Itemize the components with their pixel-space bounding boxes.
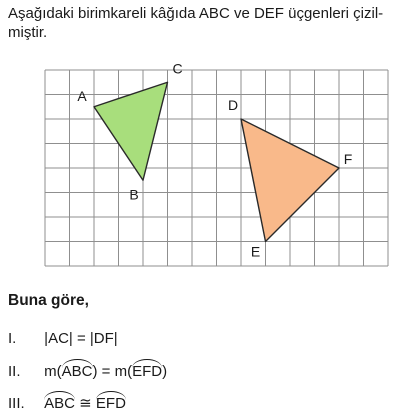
prompt-text: Buna göre, — [8, 292, 89, 309]
statement-2-close: ) — [162, 363, 168, 380]
congruent-symbol: ≅ — [75, 395, 96, 412]
statement-3 — [8, 391, 126, 412]
triangle-abc — [94, 82, 168, 180]
angle-efd: EFD — [96, 391, 126, 411]
vertex-label-d: D — [227, 97, 239, 113]
statement-3-number: III. — [8, 395, 25, 412]
statement-1-text: |AC| = |DF| — [44, 330, 118, 347]
vertex-label-e: E — [250, 243, 261, 260]
angle-abc: ABC — [62, 359, 93, 379]
vertex-label-f: F — [343, 151, 353, 167]
angle-efd: EFD — [132, 359, 162, 379]
statement-2 — [8, 359, 167, 380]
vertex-label-c: C — [172, 60, 183, 77]
statement-2-number: II. — [8, 363, 21, 380]
statement-2-open: m( — [44, 363, 62, 380]
statement-1 — [8, 330, 118, 347]
statement-1-number: I. — [8, 330, 17, 347]
statement-2-middle: ) = m( — [92, 363, 133, 380]
question-text: Aşağıdaki birimkareli kâğıda ABC ve DEF üçgenleri çizil-miştir. — [8, 5, 384, 41]
angle-abc: ABC — [44, 391, 75, 411]
vertex-label-b: B — [129, 186, 139, 203]
vertex-label-a: A — [77, 87, 87, 104]
